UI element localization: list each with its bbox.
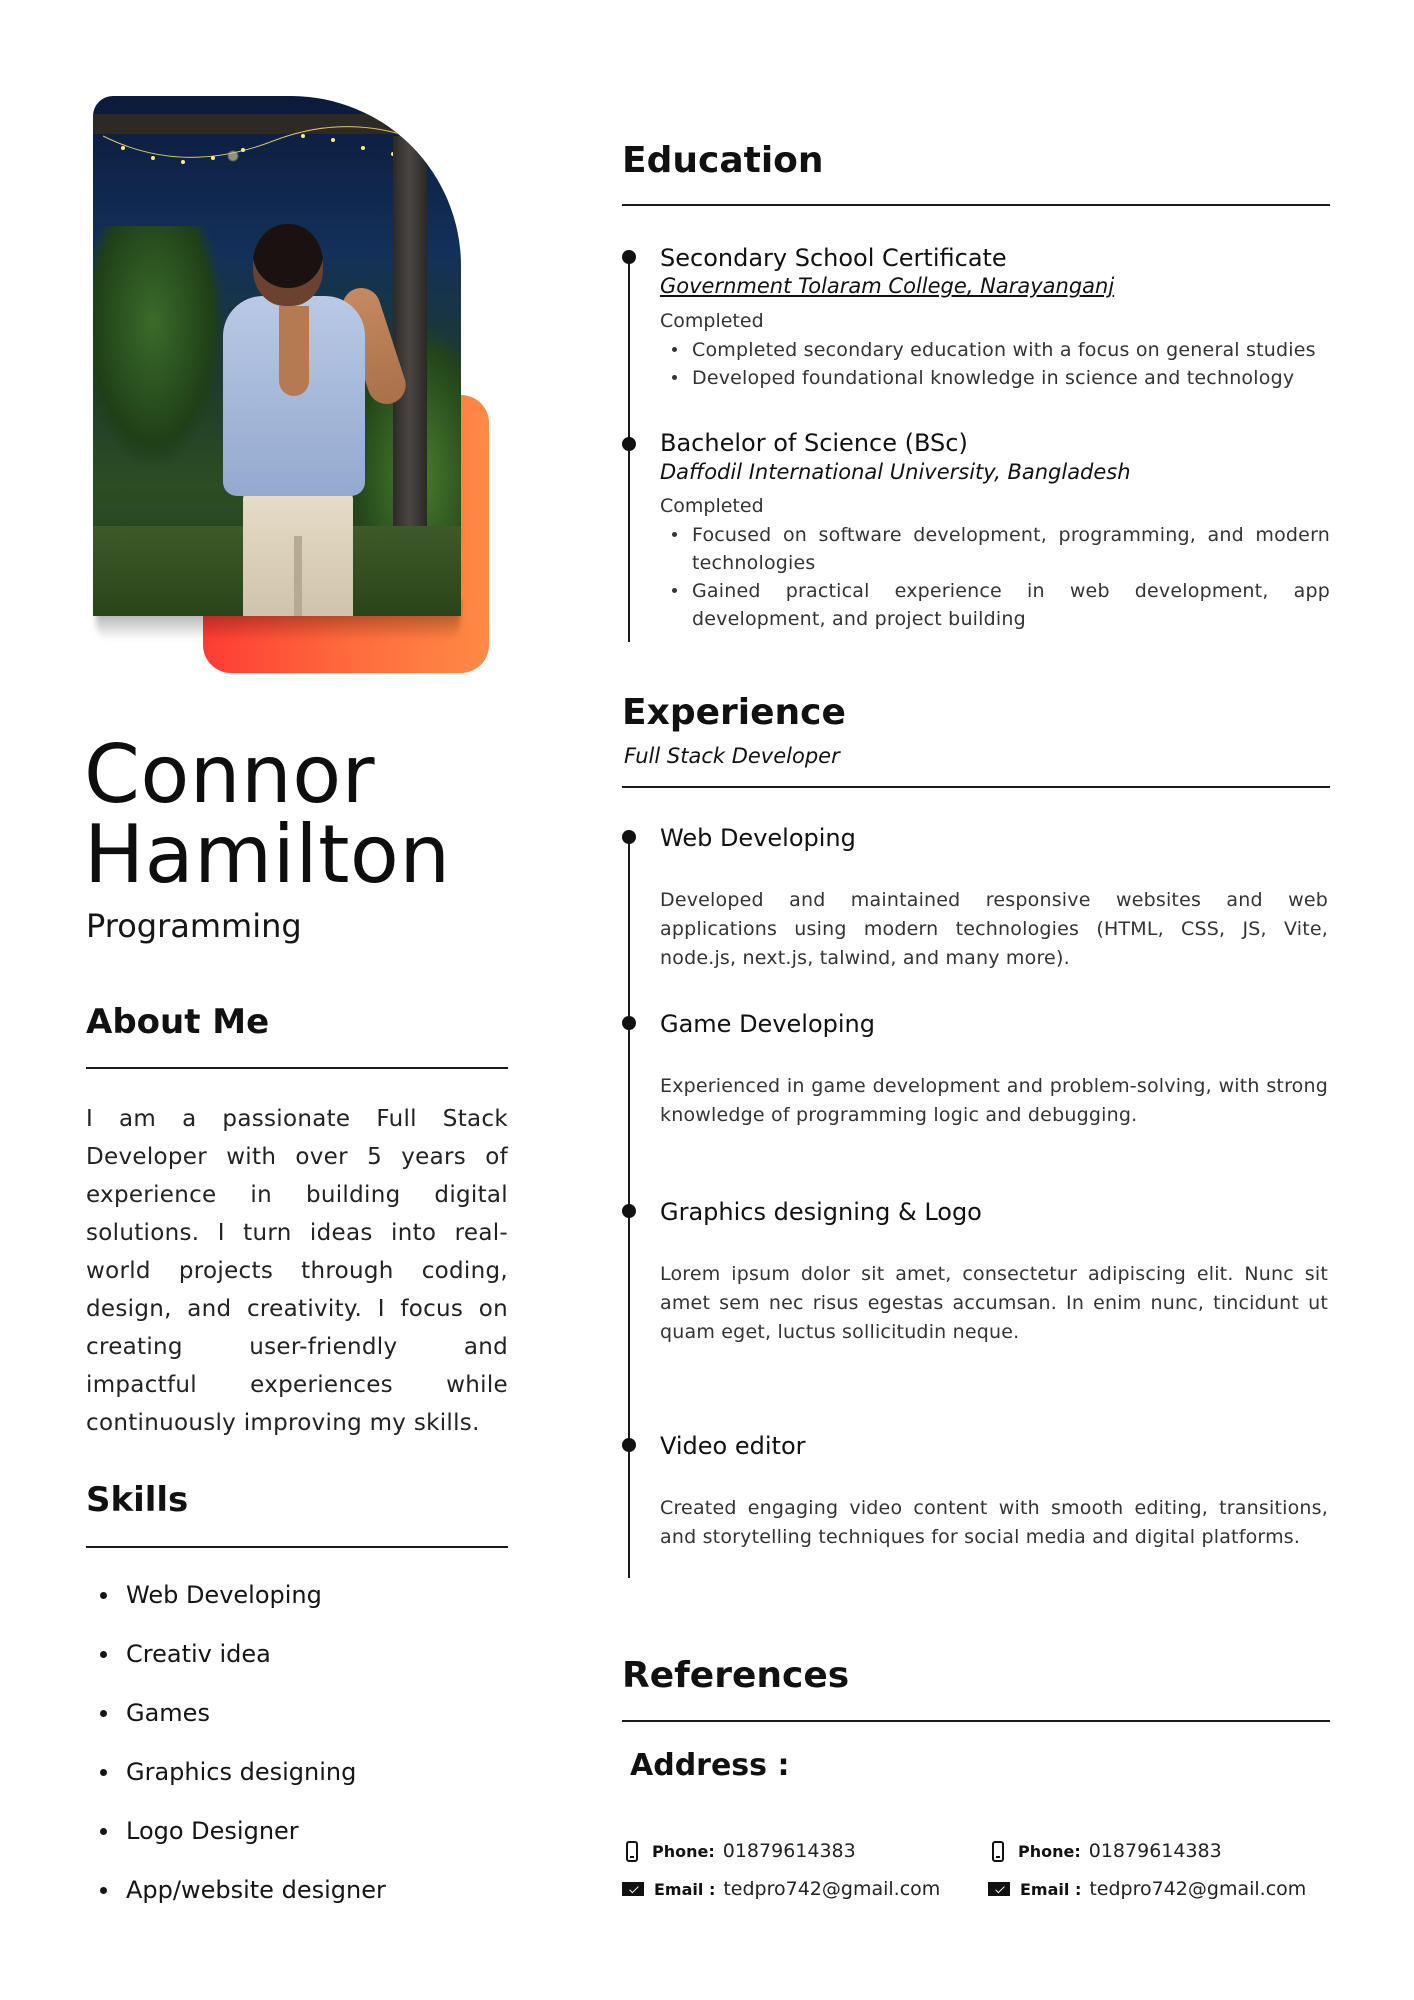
last-name: Hamilton [84,808,451,901]
skill-item: Logo Designer [86,1811,508,1870]
skills-divider [86,1546,508,1548]
contact-phone [626,1840,856,1862]
education-institution: Daffodil International University, Bangladesh [660,460,1131,484]
references-heading: References [622,1655,850,1696]
skills-heading: Skills [86,1480,189,1520]
email-address: tedpro742@gmail.com [723,1878,941,1900]
experience-item-description: Lorem ipsum dolor sit amet, consectetur adipiscing elit. Nunc sit amet sem nec risus egestas accumsan. In enim nunc, tincidunt ut quam eget, luctus sollicitudin neque. [660,1263,1328,1343]
phone-number: 01879614383 [1088,1840,1222,1862]
about-heading: About Me [86,1002,270,1042]
education-status: Completed [660,495,764,517]
email-label: Email : [654,1879,716,1899]
experience-item-title: Web Developing [660,824,856,852]
mail-icon [622,1882,644,1896]
education-institution: Government Tolaram College, Narayanganj [660,274,1115,298]
education-point: Focused on software development, programming, and modern technologies [660,521,1330,577]
phone-label: Phone: [652,1841,715,1861]
timeline-dot [622,437,636,451]
experience-subtitle: Full Stack Developer [624,744,840,768]
education-status: Completed [660,310,764,332]
education-divider [622,204,1330,206]
address-label: Address : [630,1748,790,1783]
education-degree: Secondary School Certificate [660,244,1007,272]
timeline-dot [622,1016,636,1030]
education-degree: Bachelor of Science (BSc) [660,429,968,457]
experience-item-description: Created engaging video content with smooth editing, transitions, and storytelling techniques for social media and digital platforms. [660,1497,1328,1548]
phone-label: Phone: [1018,1841,1081,1861]
person-pants-gap [294,536,302,616]
experience-divider [622,786,1330,788]
education-points [660,521,1330,633]
timeline-dot [622,250,636,264]
skills-list [86,1575,508,1929]
phone-number: 01879614383 [722,1840,856,1862]
experience-heading: Experience [622,692,846,733]
experience-item-description: Experienced in game development and problem-solving, with strong knowledge of programming logic and debugging. [660,1075,1328,1126]
skill-item: Web Developing [86,1575,508,1634]
experience-item-title: Graphics designing & Logo [660,1198,982,1226]
skill-item: Graphics designing [86,1752,508,1811]
contact-phone [992,1840,1222,1862]
foliage-left [93,226,223,466]
phone-icon [992,1841,1004,1862]
about-text: I am a passionate Full Stack Developer with over 5 years of experience in building digital solutions. I turn ideas into real-world projects through coding, design, and creativity. I focus on creating user-friendly and impactful experiences while continuously improving my skills. [86,1106,508,1436]
education-point: Developed foundational knowledge in science and technology [660,364,1330,392]
timeline-dot [622,1204,636,1218]
mail-icon [988,1882,1010,1896]
skill-item: App/website designer [86,1870,508,1929]
full-name [84,728,504,901]
timeline-dot [622,1438,636,1452]
skill-item: Creativ idea [86,1634,508,1693]
email-label: Email : [1020,1879,1082,1899]
profile-photo [93,96,461,616]
education-points [660,336,1330,392]
experience-item-title: Game Developing [660,1010,875,1038]
person-head [253,224,323,306]
about-divider [86,1067,508,1069]
first-name: Connor [84,728,376,821]
experience-item-description: Developed and maintained responsive websites and web applications using modern technologies (HTML, CSS, JS, Vite, node.js, next.js, talwind, and many more). [660,889,1328,969]
references-divider [622,1720,1330,1722]
education-heading: Education [622,140,824,181]
contact-email [622,1878,940,1900]
email-address: tedpro742@gmail.com [1089,1878,1307,1900]
person-chest [279,306,309,396]
education-point: Completed secondary education with a focus on general studies [660,336,1330,364]
timeline-dot [622,830,636,844]
education-point: Gained practical experience in web development, app development, and project building [660,577,1330,633]
skill-item: Games [86,1693,508,1752]
phone-icon [626,1841,638,1862]
job-role: Programming [86,907,302,945]
contact-email [988,1878,1306,1900]
experience-item-title: Video editor [660,1432,806,1460]
